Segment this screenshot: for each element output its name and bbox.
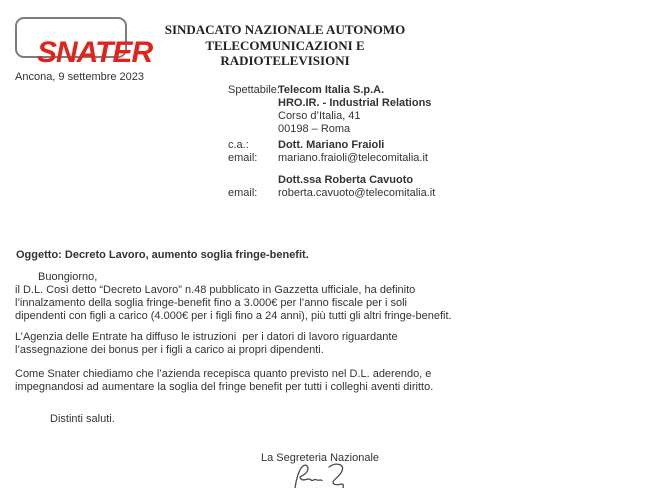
letter-body xyxy=(15,271,452,394)
snater-logo-text: SNATER xyxy=(37,36,153,69)
handwritten-signature xyxy=(287,462,357,488)
signature-title: La Segreteria Nazionale xyxy=(261,452,380,464)
recipient-label: Spettabile: xyxy=(228,84,280,96)
recipient-city-row xyxy=(228,123,431,136)
paragraph-2-line-2: l’assegnazione dei bonus per i figli a carico ai propri dipendenti. xyxy=(15,344,324,356)
recipient-company-row xyxy=(228,84,431,97)
snater-logo xyxy=(15,17,153,69)
contact-1-email-label: email: xyxy=(228,152,258,164)
recipient-block xyxy=(228,84,431,136)
subject-line: Oggetto: Decreto Lavoro, aumento soglia fringe-benefit. xyxy=(16,249,309,261)
contact-1-email-row xyxy=(228,152,435,165)
recipient-company: Telecom Italia S.p.A. xyxy=(278,84,385,96)
recipient-department-row xyxy=(228,97,431,110)
recipient-street-row xyxy=(228,110,431,123)
contact-2-email: roberta.cavuoto@telecomitalia.it xyxy=(278,187,436,199)
org-title-line-3: RADIOTELEVISIONI xyxy=(220,53,350,68)
dateline: Ancona, 9 settembre 2023 xyxy=(15,71,145,83)
contacts-block xyxy=(228,139,435,200)
organization-title xyxy=(155,22,415,69)
paragraph-3-line-1: Come Snater chiediamo che l’azienda recepisca quanto previsto nel D.L. aderendo, e xyxy=(15,368,432,380)
contact-2-email-row xyxy=(228,187,435,200)
contact-2-name-row xyxy=(228,174,435,187)
paragraph-1-line-2: l’innalzamento della soglia fringe-benefit fino a 3.000€ per l’anno fiscale per i soli xyxy=(15,297,407,309)
contact-gap xyxy=(228,165,435,174)
recipient-street: Corso d’Italia, 41 xyxy=(278,110,361,122)
recipient-department: HRO.IR. - Industrial Relations xyxy=(278,97,432,109)
contact-1-name-row xyxy=(228,139,435,152)
contact-1-name: Dott. Mariano Fraioli xyxy=(278,139,385,151)
paragraph-1-line-3: dipendenti con figli a carico (4.000€ per i figli fino a 24 anni), più tutti gli altri fringe-benefit. xyxy=(15,310,452,322)
contact-2-name: Dott.ssa Roberta Cavuoto xyxy=(278,174,414,186)
recipient-city: 00198 – Roma xyxy=(278,123,351,135)
closing: Distinti saluti. xyxy=(50,413,115,425)
paragraph-3-line-2: impegnandosi ad aumentare la soglia del fringe benefit per tutti i colleghi aventi diritto. xyxy=(15,381,434,393)
contact-1-email: mariano.fraioli@telecomitalia.it xyxy=(278,152,428,164)
paragraph-1-line-1: il D.L. Così detto “Decreto Lavoro” n.48 pubblicato in Gazzetta ufficiale, ha definito xyxy=(15,284,416,296)
greeting: Buongiorno, xyxy=(38,271,98,283)
contact-2-email-label: email: xyxy=(228,187,258,199)
org-title-line-2: TELECOMUNICAZIONI E xyxy=(205,37,365,53)
paragraph-2-line-1: L’Agenzia delle Entrate ha diffuso le istruzioni per i datori di lavoro riguardante xyxy=(15,331,398,343)
org-title-line-1: SINDACATO NAZIONALE AUTONOMO xyxy=(164,22,406,37)
ca-label: c.a.: xyxy=(228,139,249,151)
